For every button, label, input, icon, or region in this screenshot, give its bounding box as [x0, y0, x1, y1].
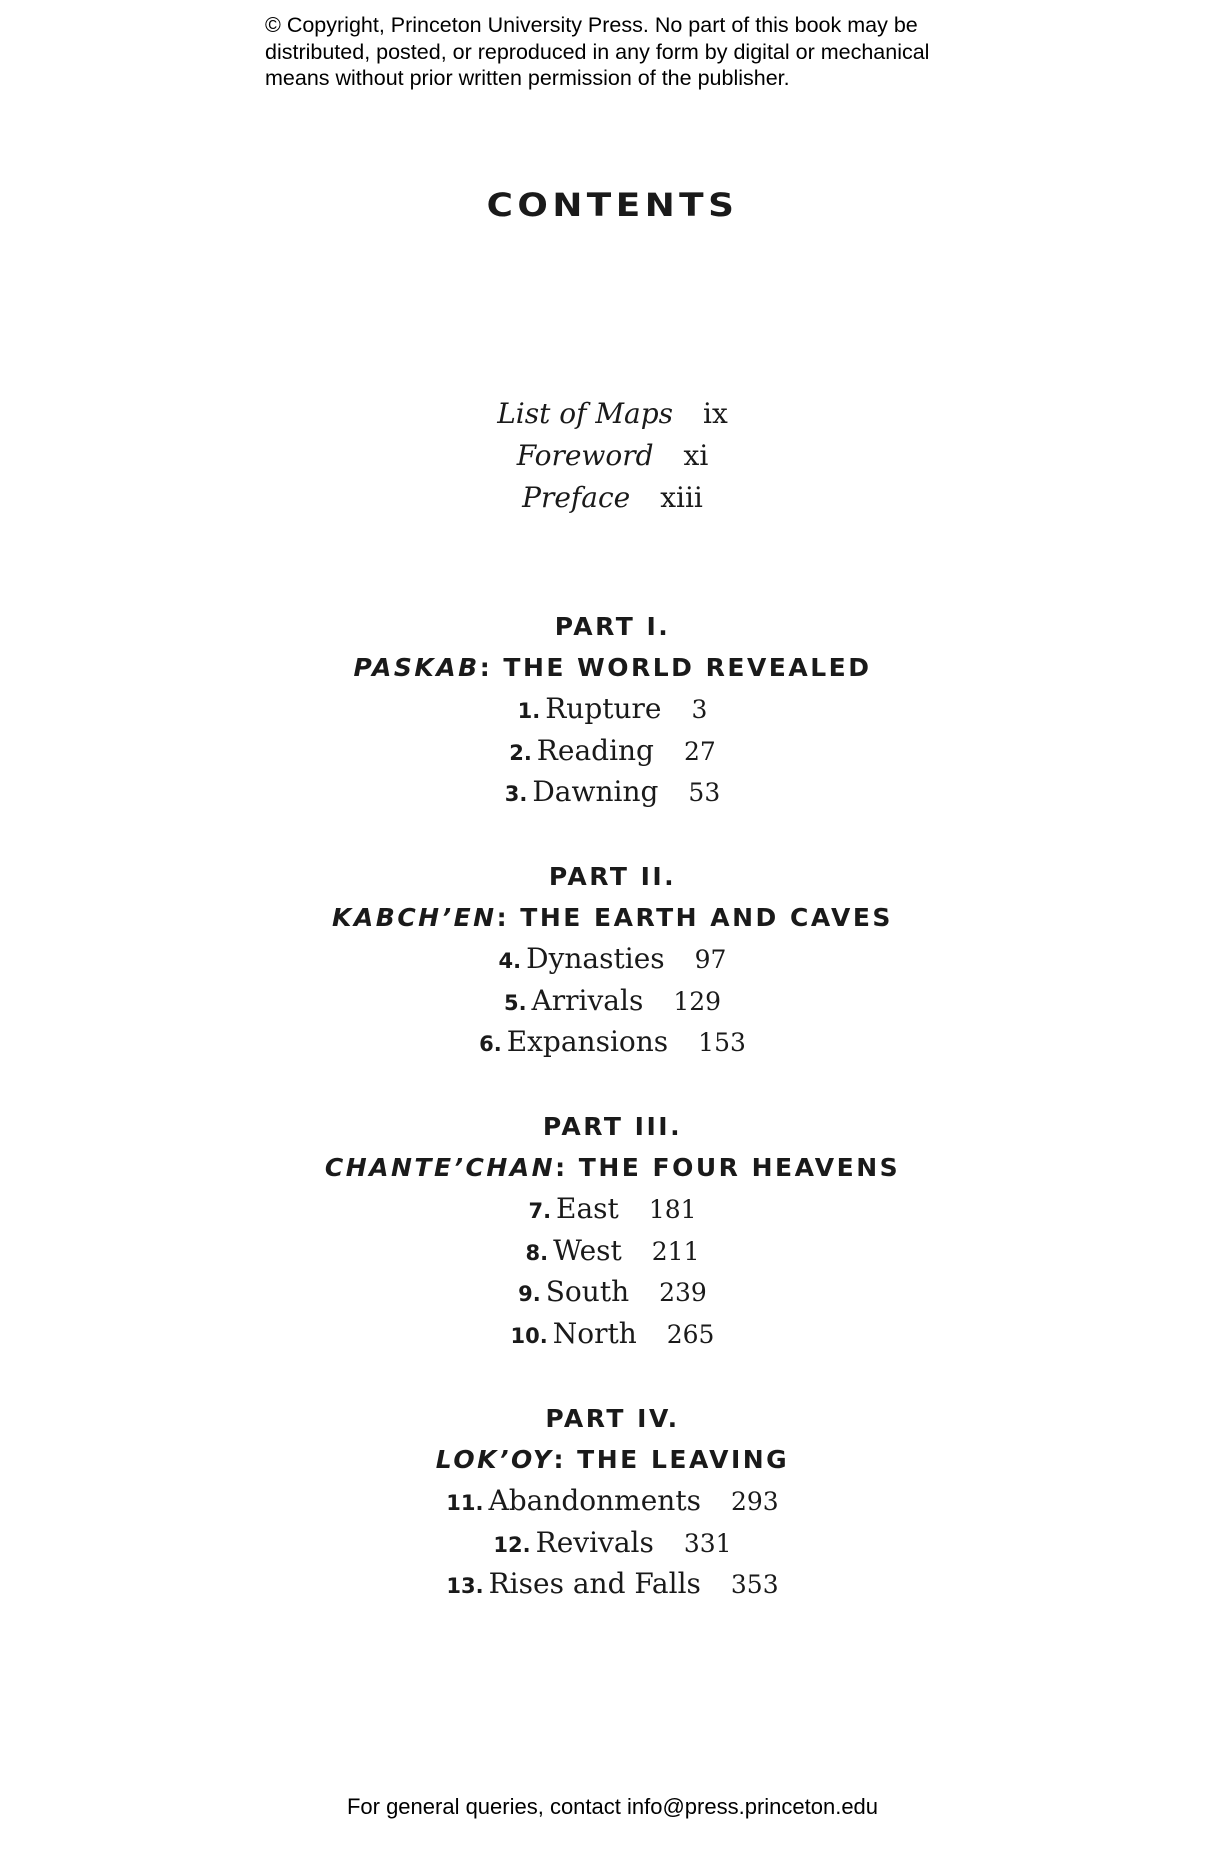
chapter-title: Revivals [535, 1525, 654, 1559]
chapter-title: Expansions [506, 1025, 669, 1058]
chapter-number: 4. [498, 949, 522, 973]
part-title-english: : THE WORLD REVEALED [479, 653, 872, 682]
chapter-title: Arrivals [531, 983, 644, 1017]
front-matter-entry[interactable] [0, 435, 1225, 477]
page-number: 129 [673, 986, 722, 1016]
chapter-number: 2. [509, 740, 532, 765]
copyright-line: © Copyright, Princeton University Press. No part of this book may be [265, 13, 918, 37]
chapter-number: 1. [517, 699, 541, 723]
chapter-number: 5. [503, 990, 527, 1015]
part-label: PART IV. [545, 1404, 680, 1433]
front-matter-title: Foreword [516, 439, 654, 472]
chapter-number: 11. [446, 1491, 484, 1515]
part-section [0, 856, 1225, 1063]
chapter-number: 8. [525, 1240, 549, 1265]
chapter-entry[interactable] [0, 938, 1225, 980]
chapter-title: Dawning [532, 775, 659, 808]
chapter-entry[interactable] [0, 1188, 1225, 1230]
chapter-number: 6. [479, 1032, 502, 1056]
chapter-title: South [545, 1275, 630, 1308]
chapter-title: Rises and Falls [488, 1567, 701, 1600]
chapter-number: 7. [528, 1199, 552, 1223]
part-title-native: LOK’OY [435, 1445, 554, 1474]
page-number: 211 [651, 1236, 700, 1266]
chapter-entry[interactable] [0, 1021, 1225, 1063]
chapter-entry[interactable] [0, 688, 1225, 730]
part-title-native: CHANTE’CHAN [324, 1153, 556, 1182]
chapter-entry[interactable] [0, 1313, 1225, 1355]
page-number: 293 [730, 1487, 779, 1516]
chapter-number: 13. [446, 1574, 484, 1598]
chapter-number: 3. [504, 782, 528, 806]
chapter-entry[interactable] [0, 1230, 1225, 1272]
page-number: xiii [660, 481, 703, 514]
part-title [0, 897, 1225, 938]
part-title [0, 1439, 1225, 1480]
part-title-native: KABCH’EN [332, 903, 497, 932]
chapter-entry[interactable] [0, 1480, 1225, 1522]
page-number: 53 [688, 778, 721, 807]
page-number: 27 [683, 736, 716, 766]
part-title [0, 647, 1225, 688]
chapter-title: North [552, 1316, 637, 1350]
page-number: 265 [666, 1319, 715, 1349]
page-number: ix [703, 397, 728, 430]
page-title: CONTENTS [486, 186, 739, 224]
part-label: PART II. [548, 862, 677, 891]
chapter-title: Rupture [545, 692, 662, 725]
copyright-line: means without prior written permission of the publisher. [265, 66, 790, 90]
chapter-title: Dynasties [526, 942, 665, 975]
chapter-title: West [553, 1233, 622, 1267]
chapter-entry[interactable] [0, 730, 1225, 772]
copyright-notice [265, 12, 985, 92]
page-number: 97 [694, 945, 727, 974]
part-title [0, 1147, 1225, 1188]
front-matter-title: List of Maps [497, 397, 674, 430]
part-title-english: : THE LEAVING [553, 1445, 790, 1474]
page-number: 239 [659, 1278, 707, 1307]
part-label: PART I. [554, 612, 671, 641]
part-title-native: PASKAB [353, 653, 480, 682]
page-number: 181 [648, 1195, 697, 1224]
part-label: PART III. [542, 1112, 683, 1141]
front-matter-entry[interactable] [0, 477, 1225, 519]
chapter-entry[interactable] [0, 771, 1225, 813]
chapter-entry[interactable] [0, 980, 1225, 1022]
chapter-entry[interactable] [0, 1271, 1225, 1313]
part-section [0, 1106, 1225, 1354]
chapter-number: 10. [510, 1323, 548, 1348]
front-matter-list [0, 393, 1225, 519]
front-matter-entry[interactable] [0, 393, 1225, 435]
chapter-title: Reading [536, 733, 654, 767]
page-number: xi [683, 439, 709, 472]
page-number: 331 [683, 1528, 732, 1558]
front-matter-title: Preface [522, 481, 631, 514]
page-number: 353 [730, 1570, 779, 1599]
part-title-english: : THE EARTH AND CAVES [496, 903, 893, 932]
chapter-title: Abandonments [488, 1484, 701, 1517]
page-number: 3 [691, 695, 708, 724]
part-title-english: : THE FOUR HEAVENS [555, 1153, 901, 1182]
chapter-entry[interactable] [0, 1563, 1225, 1605]
chapter-title: East [556, 1192, 619, 1225]
chapter-number: 12. [493, 1532, 531, 1557]
chapter-number: 9. [518, 1282, 541, 1306]
part-section [0, 1398, 1225, 1605]
chapter-entry[interactable] [0, 1522, 1225, 1564]
page-number: 153 [698, 1028, 746, 1057]
part-section [0, 606, 1225, 813]
footer-contact: For general queries, contact info@press.princeton.edu [346, 1794, 879, 1819]
copyright-line: distributed, posted, or reproduced in any form by digital or mechanical [265, 39, 930, 64]
